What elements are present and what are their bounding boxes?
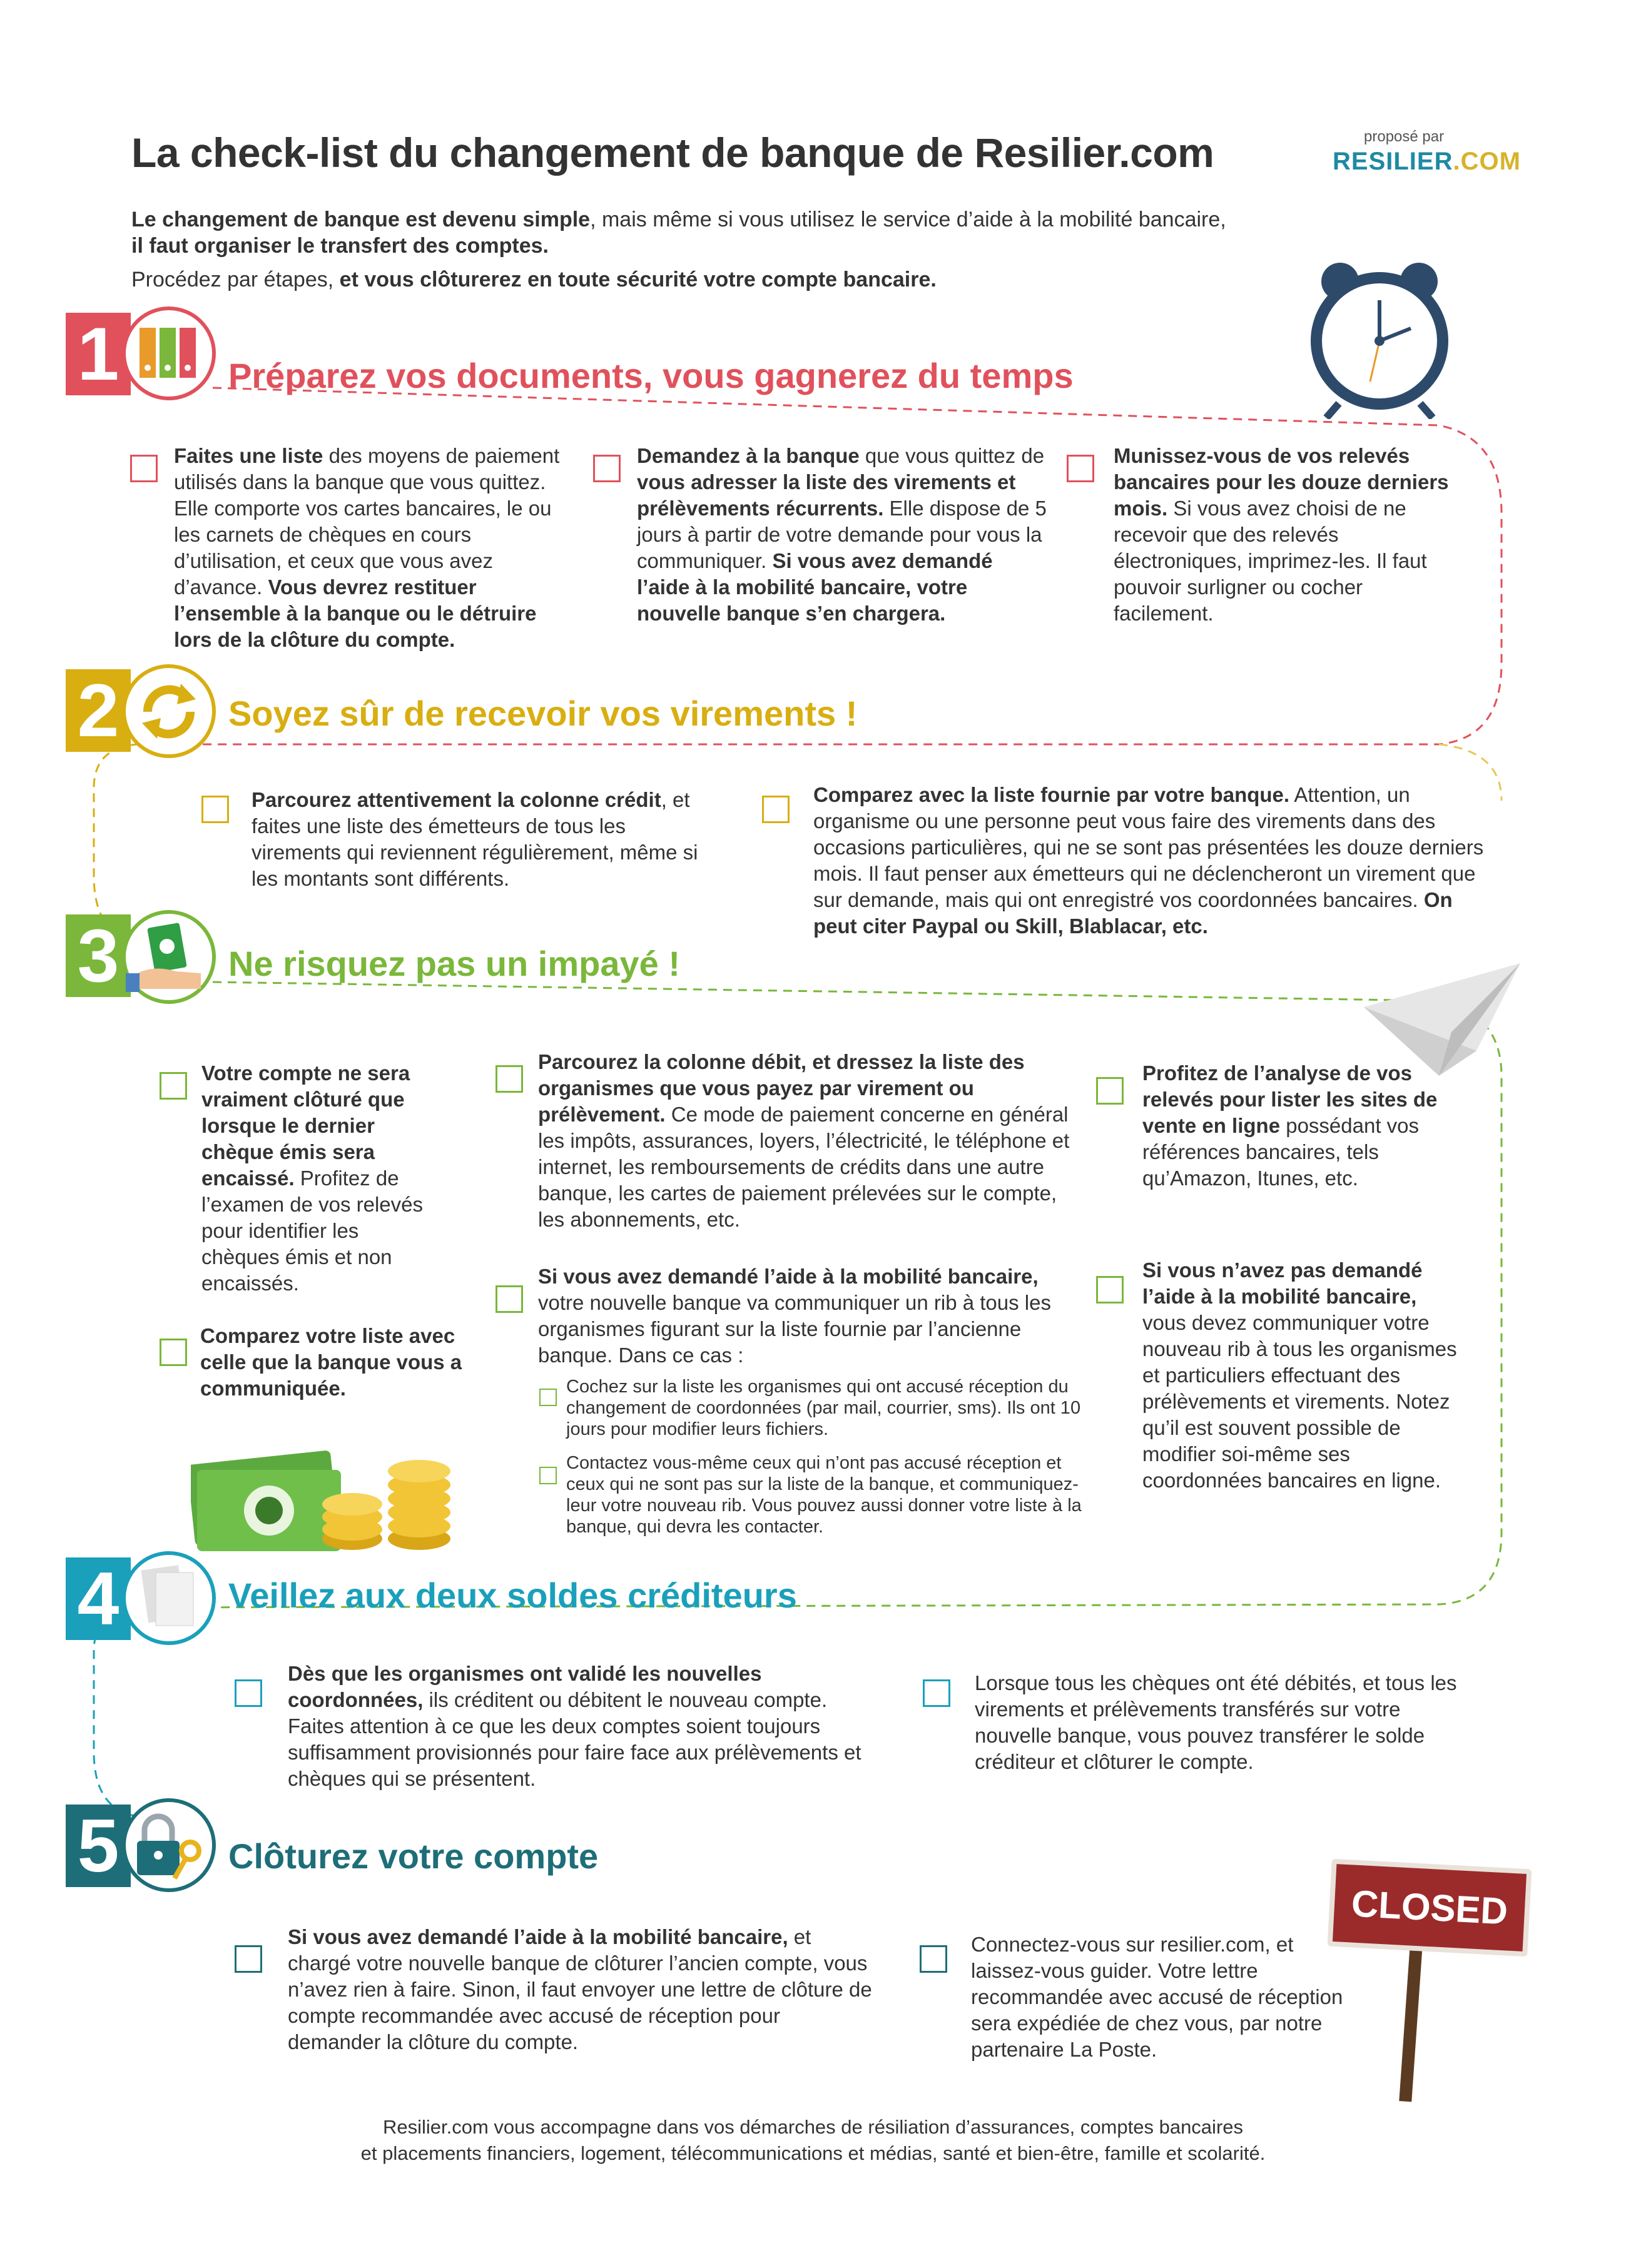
- checkbox-1-1[interactable]: [130, 455, 158, 482]
- footer-line-2: et placements financiers, logement, télécommunications et médias, santé et bien-être, famille et scolarité.: [360, 2142, 1266, 2164]
- item-3-4-text: votre nouvelle banque va communiquer un rib à tous les organismes figurant sur la liste fournie par l’ancienne banque. Dans ce cas :: [538, 1291, 1051, 1367]
- section-1-number: 1: [66, 313, 131, 395]
- item-3-3-bold: Parcourez la colonne débit, et dressez la liste des organismes que vous payez par virement ou prélèvement.: [538, 1050, 1025, 1126]
- section-4-number: 4: [66, 1557, 131, 1640]
- item-2-2-bold: Comparez avec la liste fournie par votre banque.: [813, 783, 1290, 806]
- section-2-title: Soyez sûr de recevoir vos virements !: [228, 694, 858, 733]
- money-coins-icon: [191, 1439, 466, 1564]
- item-1-2: [637, 443, 1050, 627]
- checkbox-4-2[interactable]: [923, 1679, 950, 1707]
- section-3-number: 3: [66, 914, 131, 997]
- item-4-1-bold: Dès que les organismes ont validé les nouvelles coordonnées,: [288, 1662, 762, 1711]
- item-3-1: [201, 1060, 439, 1297]
- section-2-number: 2: [66, 669, 131, 752]
- item-5-1: [288, 1924, 876, 2055]
- item-1-1-bold: Faites une liste: [174, 444, 323, 467]
- checkbox-1-2[interactable]: [593, 455, 621, 482]
- item-1-2-bold-2: vous adresser la liste des virements et prélèvements récurrents.: [637, 470, 1016, 520]
- item-3-4a: Cochez sur la liste les organismes qui ont accusé réception du changement de coordonnées (par mail, courrier, sms). Ils ont 10 jours pour modifier leurs fichiers.: [566, 1377, 1081, 1439]
- item-3-4: [538, 1263, 1076, 1369]
- proposed-by-label: proposé par: [1364, 128, 1445, 145]
- checkbox-5-2[interactable]: [920, 1945, 947, 1973]
- item-4-2-text: Lorsque tous les chèques ont été débités, et tous les virements et prélèvements transférés sur votre nouvelle banque, vous pouvez transférer le solde créditeur et clôturer le compte.: [975, 1671, 1457, 1773]
- logo-part-a: RESILIER: [1333, 148, 1453, 175]
- item-2-1-text: , et faites une liste des émetteurs de tous les virements qui reviennent régulièrement, même si les montants sont différents.: [252, 788, 698, 890]
- item-3-5: [1142, 1060, 1455, 1192]
- money-hand-icon: [122, 910, 216, 1004]
- checkbox-5-1[interactable]: [235, 1945, 262, 1973]
- resilier-logo[interactable]: [1333, 148, 1521, 176]
- page-title: La check-list du changement de banque de Resilier.com: [131, 129, 1214, 176]
- item-4-1-text: ils créditent ou débitent le nouveau compte. Faites attention à ce que les deux comptes soient toujours suffisamment provisionnés pour faire face aux prélèvements et chèques qui se présentent.: [288, 1688, 861, 1790]
- intro-text-3: Procédez par étapes,: [131, 268, 340, 291]
- checkbox-3-4b[interactable]: [539, 1467, 557, 1484]
- checkbox-3-2[interactable]: [160, 1339, 187, 1366]
- item-3-3-text: Ce mode de paiement concerne en général les impôts, assurances, loyers, l’électricité, le téléphone et internet, les remboursements de crédits dans une autre banque, les cartes de paiement prélevées sur le compte, les abonnements, etc.: [538, 1103, 1070, 1231]
- intro-bold-3: et vous clôturerez en toute sécurité votre compte bancaire.: [339, 268, 937, 291]
- item-3-1-bold: Votre compte ne sera vraiment clôturé que lorsque le dernier chèque émis sera encaissé.: [201, 1061, 410, 1190]
- checkbox-3-4a[interactable]: [539, 1389, 557, 1406]
- item-3-4b: Contactez vous-même ceux qui n’ont pas accusé réception et ceux qui ne sont pas sur la liste de la banque, et communiquez-leur votre nouveau rib. Vous pouvez aussi donner votre liste à la banque, qui devra les contacter.: [566, 1453, 1082, 1537]
- item-2-2: [813, 782, 1495, 939]
- item-2-2-text: Attention, un organisme ou une personne peut vous faire des virements dans des occasions particulières, qui ne se sont pas présentées les douze derniers mois. Il faut penser aux émetteurs qui ne déclencheront un virement que sur demande, mais qui ont enregistré vos coordonnées bancaires.: [813, 783, 1484, 911]
- closed-sign: CLOSED: [1328, 1859, 1532, 1957]
- folders-icon: [122, 306, 216, 400]
- item-1-3: [1114, 443, 1464, 627]
- item-1-3-text: Si vous avez choisi de ne recevoir que des relevés électroniques, imprimez-les. Il faut pouvoir surligner ou cocher facilement.: [1114, 497, 1427, 625]
- padlock-key-icon: [122, 1798, 216, 1892]
- section-5-number: 5: [66, 1805, 131, 1887]
- checkbox-1-3[interactable]: [1067, 455, 1094, 482]
- item-2-2-bold-2: On peut citer Paypal ou Skill, Blablacar, etc.: [813, 888, 1453, 938]
- item-3-2-bold: Comparez votre liste avec celle que la banque vous a communiquée.: [200, 1324, 462, 1400]
- intro-line-3: [131, 266, 937, 293]
- item-3-3: [538, 1049, 1076, 1233]
- checkbox-3-4[interactable]: [495, 1285, 523, 1313]
- intro-line-1: [131, 206, 1226, 233]
- item-3-5-bold: Profitez de l’analyse de vos relevés pour lister les sites de vente en ligne: [1142, 1061, 1438, 1137]
- section-1-title: Préparez vos documents, vous gagnerez du temps: [228, 356, 1074, 395]
- intro-line-2: [131, 233, 549, 259]
- item-2-1-bold: Parcourez attentivement la colonne crédit: [252, 788, 661, 811]
- section-4-title: Veillez aux deux soldes créditeurs: [228, 1576, 797, 1615]
- logo-part-b: .COM: [1453, 148, 1521, 175]
- item-5-1-text: et chargé votre nouvelle banque de clôturer l’ancien compte, vous n’avez rien à faire. Sinon, il faut envoyer une lettre de clôture de compte recommandée avec accusé de réception pour demander la clôture du compte.: [288, 1925, 872, 2053]
- item-1-2-bold-3: Si vous avez demandé l’aide à la mobilité bancaire, votre nouvelle banque s’en chargera.: [637, 549, 993, 625]
- checkbox-3-1[interactable]: [160, 1072, 187, 1100]
- item-1-3-bold: Munissez-vous de vos relevés bancaires pour les douze derniers mois.: [1114, 444, 1449, 520]
- item-1-2-text: que vous quittez de: [859, 444, 1045, 467]
- item-3-2: [200, 1323, 469, 1402]
- item-1-1: [174, 443, 574, 653]
- item-4-1: [288, 1661, 888, 1792]
- item-2-1: [252, 787, 702, 892]
- intro-bold-2: il faut organiser le transfert des comptes.: [131, 234, 549, 258]
- item-5-2-text: Connectez-vous sur resilier.com, et laissez-vous guider. Votre lettre recommandée avec accusé de réception sera expédiée de chez vous, par notre partenaire La Poste.: [971, 1933, 1343, 2061]
- item-3-1-text: Profitez de l’examen de vos relevés pour identifier les chèques émis et non encaissés.: [201, 1167, 424, 1295]
- documents-icon: [122, 1551, 216, 1645]
- checkbox-3-5[interactable]: [1096, 1077, 1124, 1105]
- item-3-6-text: vous devez communiquer votre nouveau rib à tous les organismes et particuliers effectuant des prélèvements et virements. Notez qu’il est souvent possible de modifier soi-même ses coordonnées bancaires en ligne.: [1142, 1311, 1457, 1492]
- item-1-1-text: des moyens de paiement utilisés dans la banque que vous quittez. Elle comporte vos cartes bancaires, le ou les carnets de chèques en cours d’utilisation, et ceux que vous avez d’avance.: [174, 444, 560, 599]
- item-3-6-bold: Si vous n’avez pas demandé l’aide à la mobilité bancaire,: [1142, 1258, 1423, 1308]
- item-3-4-bold: Si vous avez demandé l’aide à la mobilité bancaire,: [538, 1265, 1039, 1288]
- checkbox-2-1[interactable]: [201, 796, 229, 823]
- checkbox-3-3[interactable]: [495, 1065, 523, 1093]
- section-5-title: Clôturez votre compte: [228, 1836, 599, 1876]
- footer-line-1: Resilier.com vous accompagne dans vos démarches de résiliation d’assurances, comptes bancaires: [382, 2116, 1244, 2138]
- item-4-2: [975, 1670, 1475, 1775]
- checkbox-3-6[interactable]: [1096, 1276, 1124, 1304]
- checkbox-4-1[interactable]: [235, 1679, 262, 1707]
- item-3-5-text: possédant vos références bancaires, tels qu’Amazon, Itunes, etc.: [1142, 1114, 1420, 1190]
- item-1-1-bold-2: Vous devrez restituer l’ensemble à la banque ou le détruire lors de la clôture du compte.: [174, 575, 537, 651]
- item-1-2-bold: Demandez à la banque: [637, 444, 860, 467]
- intro-text-1: , mais même si vous utilisez le service d’aide à la mobilité bancaire,: [590, 208, 1226, 231]
- item-3-6: [1142, 1257, 1461, 1494]
- refresh-arrows-icon: [122, 664, 216, 758]
- checkbox-2-2[interactable]: [762, 796, 790, 823]
- item-1-2-text-2: Elle dispose de 5 jours à partir de votre demande pour vous la communiquer.: [637, 497, 1047, 572]
- intro-bold-1: Le changement de banque est devenu simple: [131, 208, 591, 231]
- item-5-1-bold: Si vous avez demandé l’aide à la mobilité bancaire,: [288, 1925, 788, 1948]
- item-5-2: [971, 1931, 1359, 2063]
- alarm-clock-icon: [1301, 256, 1458, 419]
- section-3-title: Ne risquez pas un impayé !: [228, 944, 680, 983]
